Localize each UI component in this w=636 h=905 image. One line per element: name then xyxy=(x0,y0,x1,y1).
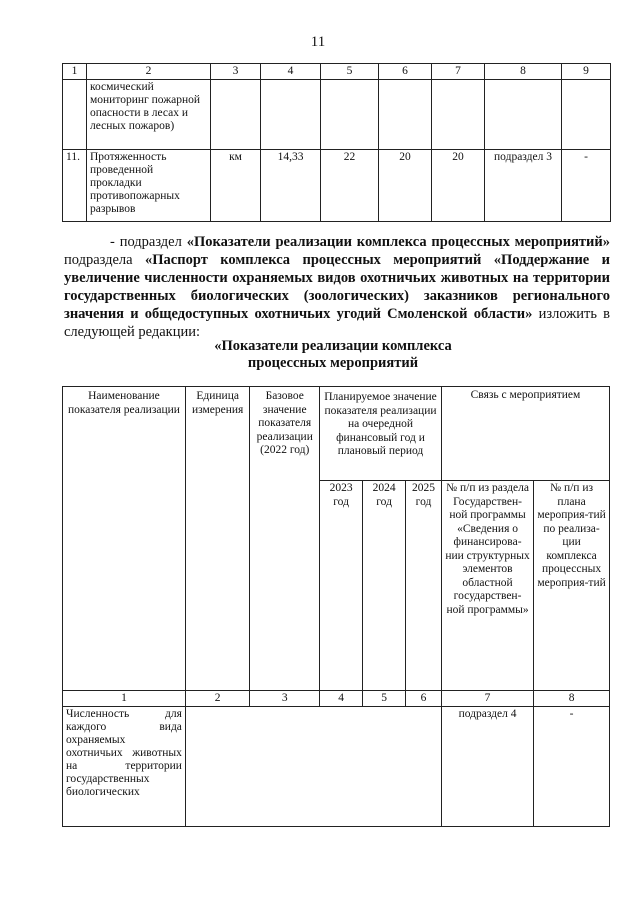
unit xyxy=(211,80,261,150)
header-year-2024: 2024 год xyxy=(363,481,406,691)
header-link: Связь с мероприятием xyxy=(441,387,609,481)
header-indicator-name: Наименование показателя реализации xyxy=(63,387,186,691)
base-value xyxy=(261,80,321,150)
col-number: 7 xyxy=(441,691,533,707)
column-number-row xyxy=(63,691,610,707)
base-value: 14,33 xyxy=(261,150,321,222)
col-number: 3 xyxy=(211,64,261,80)
extra-link xyxy=(562,80,611,150)
col-number: 9 xyxy=(562,64,611,80)
table-row xyxy=(63,150,611,222)
table-row xyxy=(63,707,610,827)
value-2024 xyxy=(379,80,432,150)
value-2023 xyxy=(321,80,379,150)
value-2025 xyxy=(432,80,485,150)
col-number: 7 xyxy=(432,64,485,80)
link-subsection xyxy=(485,80,562,150)
col-number: 4 xyxy=(261,64,321,80)
header-row xyxy=(63,387,610,481)
indicator-name: Протяженность проведенной прокладки противопожарных разрывов xyxy=(87,150,211,222)
header-unit: Единица измерения xyxy=(185,387,250,691)
indicators-table-continuation xyxy=(62,63,611,222)
header-year-2025: 2025 год xyxy=(406,481,442,691)
row-number: 11. xyxy=(63,150,87,222)
paragraph-text: изложить в следующей редакции: xyxy=(64,306,611,340)
col-number: 6 xyxy=(379,64,432,80)
col-number: 8 xyxy=(534,691,610,707)
row-number xyxy=(63,80,87,150)
dash: - xyxy=(110,234,115,250)
paragraph-text: подраздел xyxy=(119,234,182,250)
header-link-action-plan: № п/п из плана мероприя-тий по реализа-ции комплекса процессных мероприя-тий xyxy=(534,481,610,691)
value-2024: 20 xyxy=(379,150,432,222)
col-number: 4 xyxy=(320,691,363,707)
link-action-plan: - xyxy=(534,707,610,827)
header-base-value: Базовое значение показателя реализации (2022 год) xyxy=(250,387,320,691)
page-number: 11 xyxy=(310,34,326,50)
amendment-paragraph xyxy=(64,233,610,341)
section-title xyxy=(0,338,636,372)
indicator-name: космический мониторинг пожарной опасности в лесах и лесных пожаров) xyxy=(87,80,211,150)
paragraph-text: подраздела xyxy=(64,252,133,268)
link-subsection: подраздел 3 xyxy=(485,150,562,222)
col-number: 6 xyxy=(406,691,442,707)
value-2025: 20 xyxy=(432,150,485,222)
header-planned-value: Планируемое значение показателя реализации на очередной финансовый год и плановый период xyxy=(320,387,442,481)
unit: км xyxy=(211,150,261,222)
subsection-title: «Показатели реализации комплекса процессных мероприятий» xyxy=(186,234,611,250)
col-number: 1 xyxy=(63,691,186,707)
col-number: 2 xyxy=(185,691,250,707)
col-number: 1 xyxy=(63,64,87,80)
value-2023: 22 xyxy=(321,150,379,222)
column-number-row xyxy=(63,64,611,80)
extra-link: - xyxy=(562,150,611,222)
header-link-state-program: № п/п из раздела Государствен-ной программы «Сведения о финансирова-нии структурных элементов областной государствен-ной программы» xyxy=(441,481,533,691)
indicators-table xyxy=(62,386,610,827)
col-number: 5 xyxy=(321,64,379,80)
section-title-ref: «Паспорт комплекса процессных мероприятий «Поддержание и увеличение численности охраняемых видов охотничьих животных на территории государственных биологических (зоологических) заказников регионального значения и общедоступных охотничьих угодий Смоленской области» xyxy=(64,252,611,322)
link-state-program: подраздел 4 xyxy=(441,707,533,827)
col-number: 2 xyxy=(87,64,211,80)
indicator-name: Численность для каждого вида охраняемых охотничьих животных на территории государственных биологических xyxy=(63,707,186,827)
header-year-2023: 2023 год xyxy=(320,481,363,691)
section-title-line: «Показатели реализации комплекса xyxy=(214,338,452,354)
col-number: 5 xyxy=(363,691,406,707)
section-title-line: процессных мероприятий xyxy=(247,355,419,371)
col-number: 8 xyxy=(485,64,562,80)
empty-values xyxy=(185,707,441,827)
col-number: 3 xyxy=(250,691,320,707)
table-row xyxy=(63,80,611,150)
